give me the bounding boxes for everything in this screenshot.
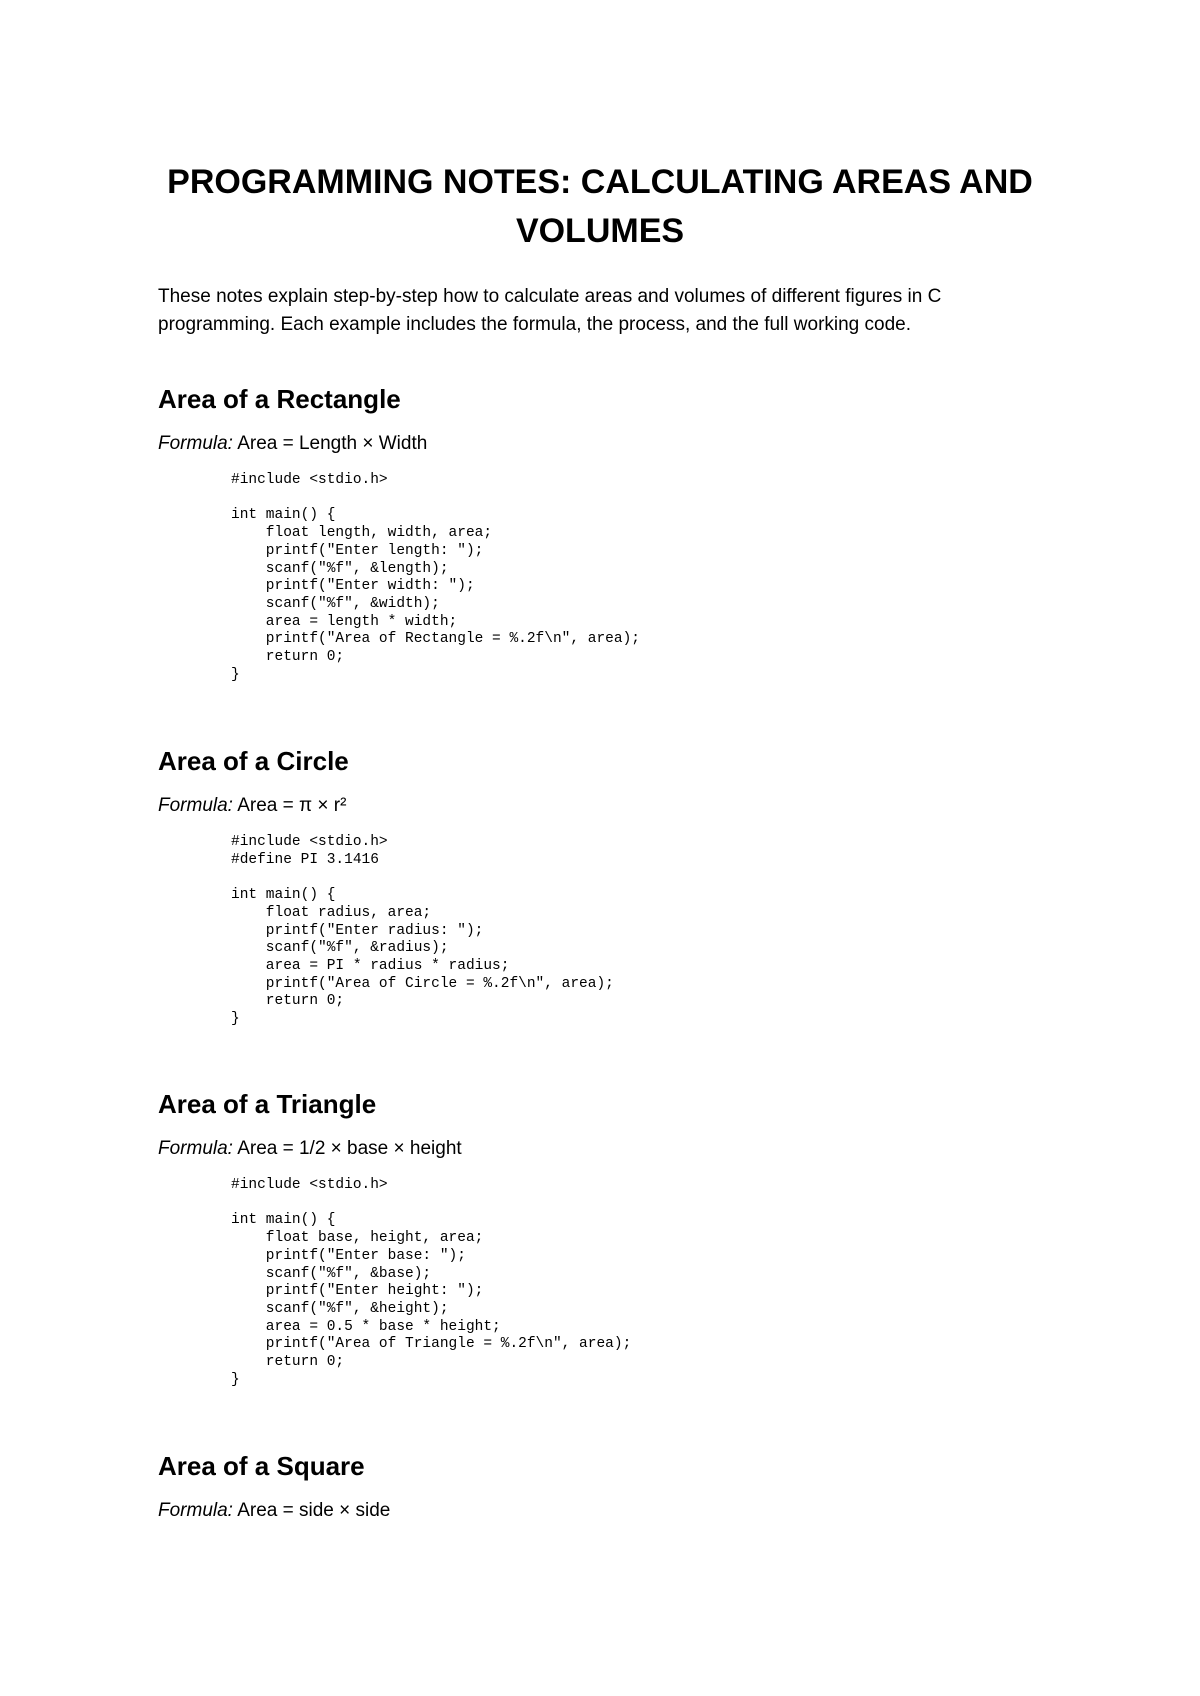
formula-circle	[158, 793, 346, 819]
formula-label: Formula:	[158, 433, 233, 454]
formula-label: Formula:	[158, 1500, 233, 1521]
formula-triangle	[158, 1136, 462, 1162]
section-heading-triangle: Area of a Triangle	[158, 1089, 377, 1119]
section-heading-square: Area of a Square	[158, 1451, 365, 1481]
code-block-triangle: #include <stdio.h> int main() { float base, height, area; printf("Enter base: "); scanf("%f", &base); printf("Enter height: "); scanf("%f", &height); area = 0.5 * base * height; printf("Area of Triangle = %.2f\n", area); return 0; }	[231, 1177, 632, 1388]
formula-label: Formula:	[158, 795, 233, 816]
section-heading-circle: Area of a Circle	[158, 746, 349, 776]
code-block-circle: #include <stdio.h> #define PI 3.1416 int main() { float radius, area; printf("Enter radius: "); scanf("%f", &radius); area = PI * radius * radius; printf("Area of Circle = %.2f\n", area); return 0; }	[231, 834, 614, 1028]
intro-paragraph: These notes explain step-by-step how to calculate areas and volumes of different figures in C programming. Each example includes the formula, the process, and the full working code.	[158, 286, 942, 335]
formula-text: Area = π × r²	[232, 795, 347, 816]
section-heading-rectangle: Area of a Rectangle	[158, 384, 401, 414]
formula-text: Area = Length × Width	[232, 433, 428, 454]
formula-square	[158, 1498, 390, 1524]
formula-text: Area = 1/2 × base × height	[232, 1138, 462, 1159]
page-title: PROGRAMMING NOTES: CALCULATING AREAS AND VOLUMES	[167, 163, 1033, 250]
formula-rectangle	[158, 431, 427, 457]
code-block-rectangle: #include <stdio.h> int main() { float length, width, area; printf("Enter length: "); scanf("%f", &length); printf("Enter width: "); scanf("%f", &width); area = length * width; printf("Area of Rectangle = %.2f\n", area); return 0; }	[231, 472, 640, 683]
formula-text: Area = side × side	[232, 1500, 391, 1521]
formula-label: Formula:	[158, 1138, 233, 1159]
